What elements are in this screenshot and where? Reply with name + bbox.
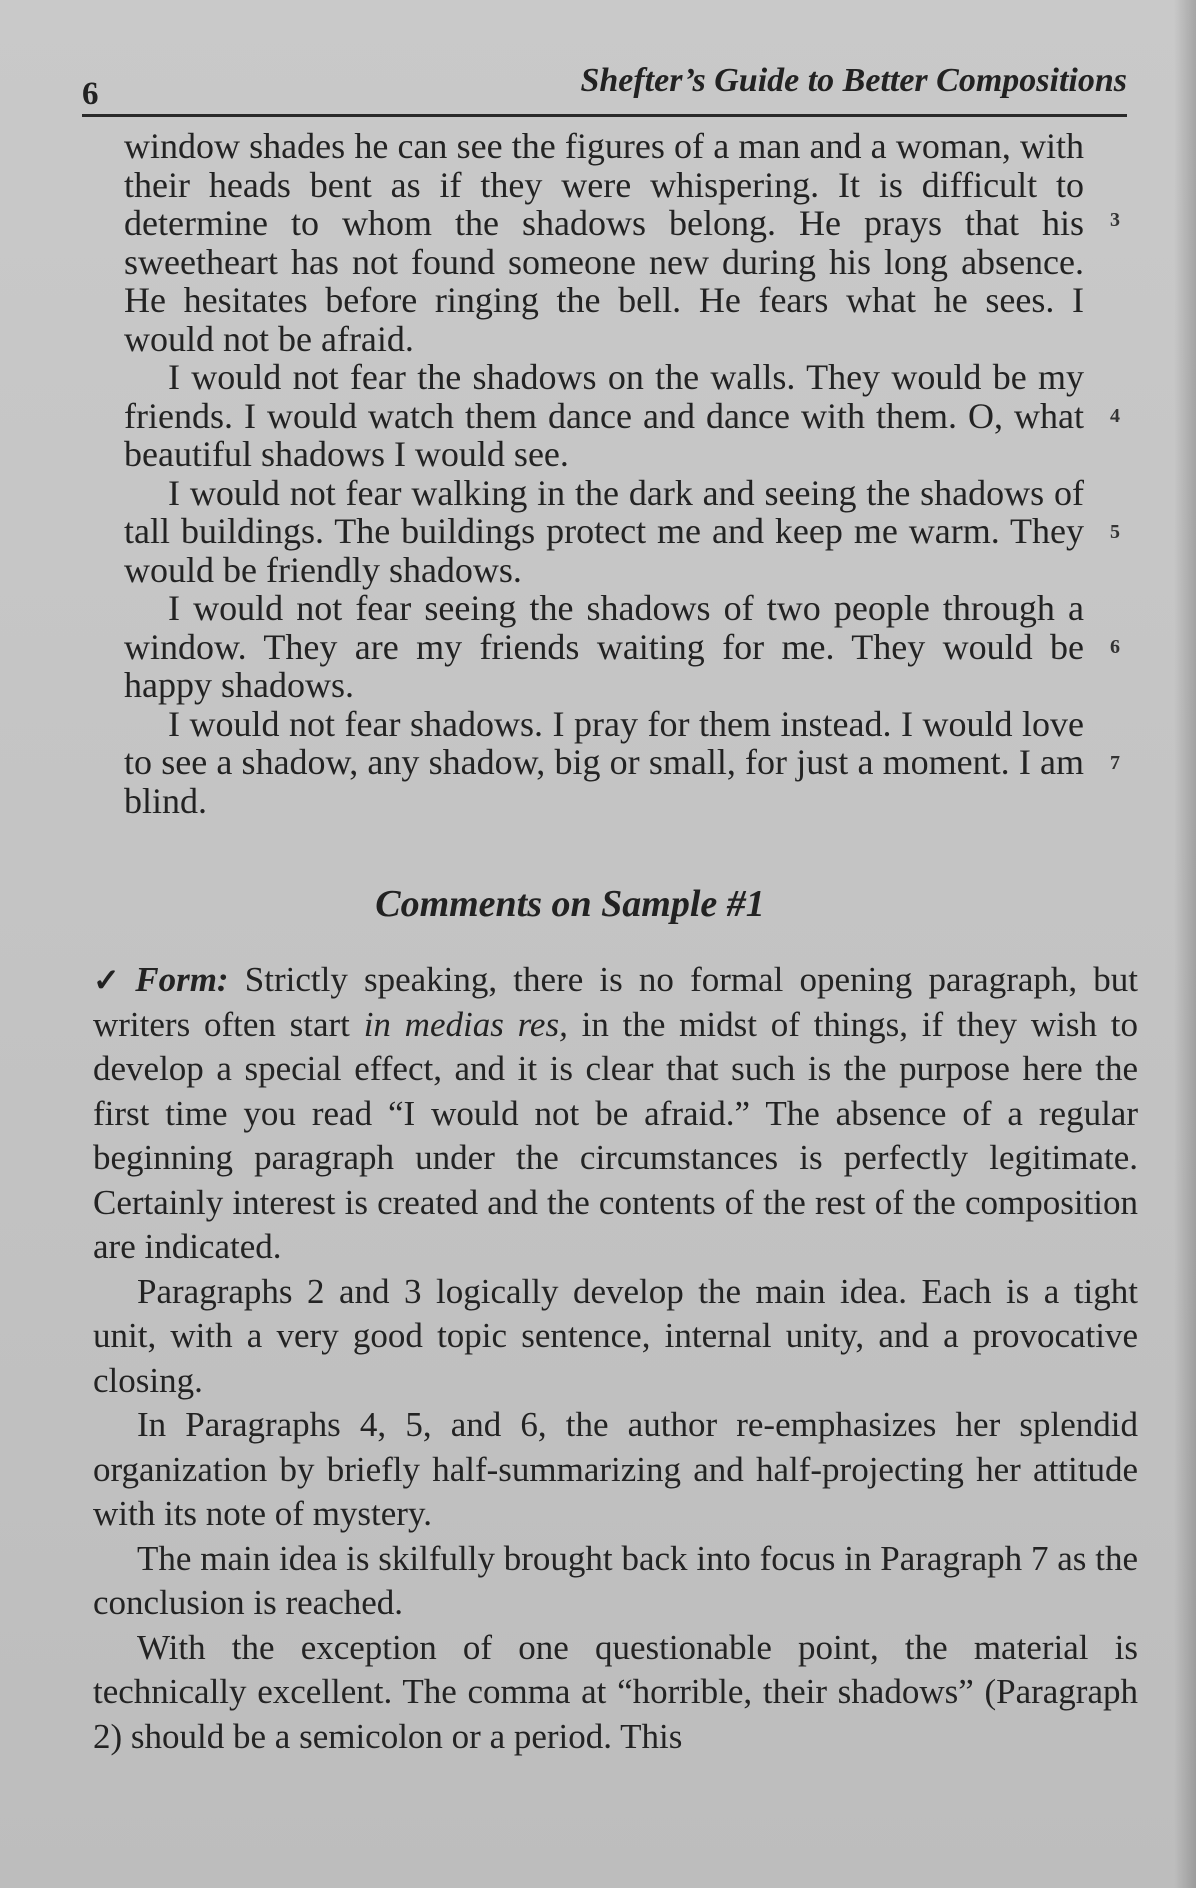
comment-paragraph: In Paragraphs 4, 5, and 6, the author re-emphasizes her splendid organization by briefly half-summarizing and half-projecting her attitude with its note of mystery. [93,1405,1138,1533]
comments-body [93,958,1138,1759]
comment-paragraph: With the exception of one questionable point, the material is technically excellent. The comma at “horrible, their shadows” (Paragraph 2) should be a semicolon or a period. This [93,1627,1138,1756]
comment-paragraph: The main idea is skilfully brought back into focus in Paragraph 7 as the conclusion is reached. [93,1538,1138,1622]
form-comment-paragraph [93,958,1138,1270]
sample-paragraph-7 [124,703,1120,821]
sample-paragraph-3 [124,126,1120,359]
paragraph-text: I would not fear shadows. I pray for them instead. I would love to see a shadow, any shadow, big or small, for just a moment. I am blind. [124,703,1084,821]
paragraph-number: 5 [1110,520,1120,543]
sample-paragraph-6 [124,588,1120,705]
form-label: Form: [135,960,229,999]
sample-paragraph-4 [124,357,1120,474]
page-number: 6 [82,76,99,112]
page-header [82,58,1127,117]
paragraph-number: 7 [1110,751,1120,774]
paragraph-text: I would not fear the shadows on the walls. They would be my friends. I would watch them dance and dance with them. O, what beautiful shadows I would see. [124,357,1084,474]
paragraph-text: window shades he can see the figures of a man and a woman, with their heads bent as if they were whispering. It is difficult to determine to whom the shadows belong. He prays that his sweetheart has not found someone new during his long absence. He hesitates before ringing the bell. He fears what he sees. I would not be afraid. [124,126,1084,359]
form-italic-phrase: in medias res, [363,1004,568,1044]
comments-heading: Comments on Sample #1 [375,883,765,925]
paragraph-number: 3 [1110,209,1120,231]
running-title: Shefter’s Guide to Better Compositions [580,62,1127,99]
paragraph-number: 4 [1110,405,1120,427]
form-text-part-1: Strictly speaking, there is no formal opening paragraph, but writers often start [93,960,1139,1044]
form-text-part-2: in the midst of things, if they wish to develop a special effect, and it is clear that such is the purpose here the first time you read “I would not be afraid.” The absence of a regular beginning paragraph under the circumstances is perfectly legitimate. Certainly interest is created and the contents of the rest of the composition are indicated. [93,1004,1139,1266]
page-edge-shadow [1174,0,1196,1888]
paragraph-text: I would not fear walking in the dark and seeing the shadows of tall buildings. The buildings protect me and keep me warm. They would be friendly shadows. [124,472,1084,590]
comment-paragraph: Paragraphs 2 and 3 logically develop the main idea. Each is a tight unit, with a very good topic sentence, internal unity, and a provocative closing. [93,1271,1138,1400]
check-mark-icon: ✓ [93,962,128,998]
paragraph-number: 6 [1110,636,1120,658]
sample-paragraph-5 [124,472,1120,590]
paragraph-text: I would not fear seeing the shadows of two people through a window. They are my friends waiting for me. They would be happy shadows. [124,588,1084,705]
sample-composition-text [124,126,1120,821]
